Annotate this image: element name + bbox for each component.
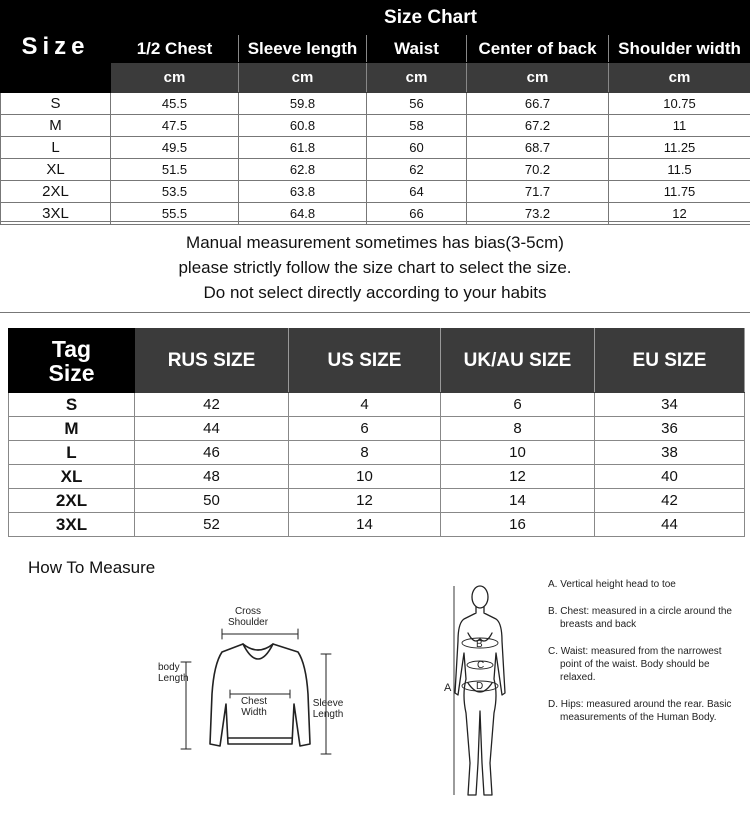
label-c: C (477, 660, 485, 671)
value-cell: 53.5 (111, 181, 239, 203)
notice-line: Manual measurement sometimes has bias(3-5cm) (186, 233, 564, 252)
value-cell: 52 (135, 513, 289, 537)
sweater-measure-diagram (158, 604, 358, 774)
value-cell: 6 (289, 417, 441, 441)
value-cell: 67.2 (467, 115, 609, 137)
human-body-icon (440, 583, 540, 805)
value-cell: 66 (367, 203, 467, 225)
table-row (1, 181, 750, 203)
body-measure-diagram (440, 583, 540, 805)
value-cell: 4 (289, 393, 441, 417)
value-cell: 12 (441, 465, 595, 489)
note-waist: C. Waist: measured from the narrowest point of the waist. Body should be relaxed. (548, 646, 722, 683)
table-row (9, 417, 745, 441)
table-row (1, 115, 750, 137)
value-cell: 36 (595, 417, 745, 441)
value-cell: 38 (595, 441, 745, 465)
unit-label: cm (111, 63, 239, 93)
table-row (1, 159, 750, 181)
column-header: Shoulder width (609, 35, 750, 63)
measure-notes (548, 578, 738, 738)
value-cell: 68.7 (467, 137, 609, 159)
value-cell: 8 (441, 417, 595, 441)
value-cell: 47.5 (111, 115, 239, 137)
column-header: Center of back (467, 35, 609, 63)
table-row (9, 489, 745, 513)
table-row (9, 393, 745, 417)
size-chart-table (0, 0, 750, 225)
note-height: A. Vertical height head to toe (548, 579, 676, 590)
chest-width-label: Chest Width (240, 696, 268, 718)
value-cell: 64 (367, 181, 467, 203)
label-b: B (476, 639, 483, 650)
table-row (9, 441, 745, 465)
size-cell: M (1, 115, 111, 137)
column-header: RUS SIZE (135, 329, 289, 393)
value-cell: 10 (441, 441, 595, 465)
value-cell: 70.2 (467, 159, 609, 181)
label-a: A (444, 682, 452, 694)
notice-line: Do not select directly according to your habits (203, 283, 547, 302)
value-cell: 59.8 (239, 93, 367, 115)
label-d: D (476, 681, 484, 692)
note-chest: B. Chest: measured in a circle around the breasts and back (548, 606, 732, 630)
table-row (1, 137, 750, 159)
value-cell: 71.7 (467, 181, 609, 203)
tag-size-table (8, 328, 745, 537)
table-row (1, 93, 750, 115)
sweater-icon (158, 604, 358, 774)
value-cell: 42 (595, 489, 745, 513)
value-cell: 14 (289, 513, 441, 537)
size-cell: 3XL (9, 513, 135, 537)
value-cell: 62.8 (239, 159, 367, 181)
value-cell: 14 (441, 489, 595, 513)
size-cell: 2XL (9, 489, 135, 513)
value-cell: 56 (367, 93, 467, 115)
unit-label: cm (609, 63, 750, 93)
size-cell: L (1, 137, 111, 159)
column-header: Sleeve length (239, 35, 367, 63)
value-cell: 58 (367, 115, 467, 137)
unit-label: cm (367, 63, 467, 93)
value-cell: 11.25 (609, 137, 750, 159)
value-cell: 73.2 (467, 203, 609, 225)
value-cell: 11 (609, 115, 750, 137)
tag-size-corner-label: Tag Size (9, 329, 135, 393)
value-cell: 16 (441, 513, 595, 537)
value-cell: 63.8 (239, 181, 367, 203)
table-row (9, 465, 745, 489)
value-cell: 12 (609, 203, 750, 225)
column-header: Waist (367, 35, 467, 63)
value-cell: 51.5 (111, 159, 239, 181)
value-cell: 45.5 (111, 93, 239, 115)
column-header: US SIZE (289, 329, 441, 393)
value-cell: 10.75 (609, 93, 750, 115)
value-cell: 44 (135, 417, 289, 441)
cross-shoulder-label: Cross Shoulder (228, 606, 269, 628)
value-cell: 10 (289, 465, 441, 489)
size-chart-title: Size Chart (111, 1, 750, 35)
size-cell: S (9, 393, 135, 417)
column-header: EU SIZE (595, 329, 745, 393)
size-cell: L (9, 441, 135, 465)
how-to-measure-title: How To Measure (28, 558, 156, 577)
column-header: UK/AU SIZE (441, 329, 595, 393)
body-length-label: body Length (158, 662, 189, 684)
value-cell: 8 (289, 441, 441, 465)
value-cell: 12 (289, 489, 441, 513)
unit-label: cm (467, 63, 609, 93)
sleeve-length-label: Sleeve Length (312, 698, 344, 720)
value-cell: 6 (441, 393, 595, 417)
unit-label: cm (239, 63, 367, 93)
value-cell: 11.5 (609, 159, 750, 181)
value-cell: 60 (367, 137, 467, 159)
size-cell: M (9, 417, 135, 441)
size-cell: 2XL (1, 181, 111, 203)
value-cell: 64.8 (239, 203, 367, 225)
size-corner-label: Size (1, 1, 111, 93)
value-cell: 46 (135, 441, 289, 465)
size-cell: XL (1, 159, 111, 181)
value-cell: 40 (595, 465, 745, 489)
value-cell: 49.5 (111, 137, 239, 159)
value-cell: 44 (595, 513, 745, 537)
column-header: 1/2 Chest (111, 35, 239, 63)
value-cell: 11.75 (609, 181, 750, 203)
value-cell: 61.8 (239, 137, 367, 159)
value-cell: 48 (135, 465, 289, 489)
value-cell: 60.8 (239, 115, 367, 137)
notice-line: please strictly follow the size chart to select the size. (178, 258, 572, 277)
value-cell: 34 (595, 393, 745, 417)
value-cell: 50 (135, 489, 289, 513)
measurement-notice (0, 221, 750, 313)
value-cell: 42 (135, 393, 289, 417)
value-cell: 66.7 (467, 93, 609, 115)
table-row (9, 513, 745, 537)
value-cell: 62 (367, 159, 467, 181)
note-hips: D. Hips: measured around the rear. Basic measurements of the Human Body. (548, 699, 732, 723)
size-cell: S (1, 93, 111, 115)
size-cell: 3XL (1, 203, 111, 225)
value-cell: 55.5 (111, 203, 239, 225)
size-cell: XL (9, 465, 135, 489)
